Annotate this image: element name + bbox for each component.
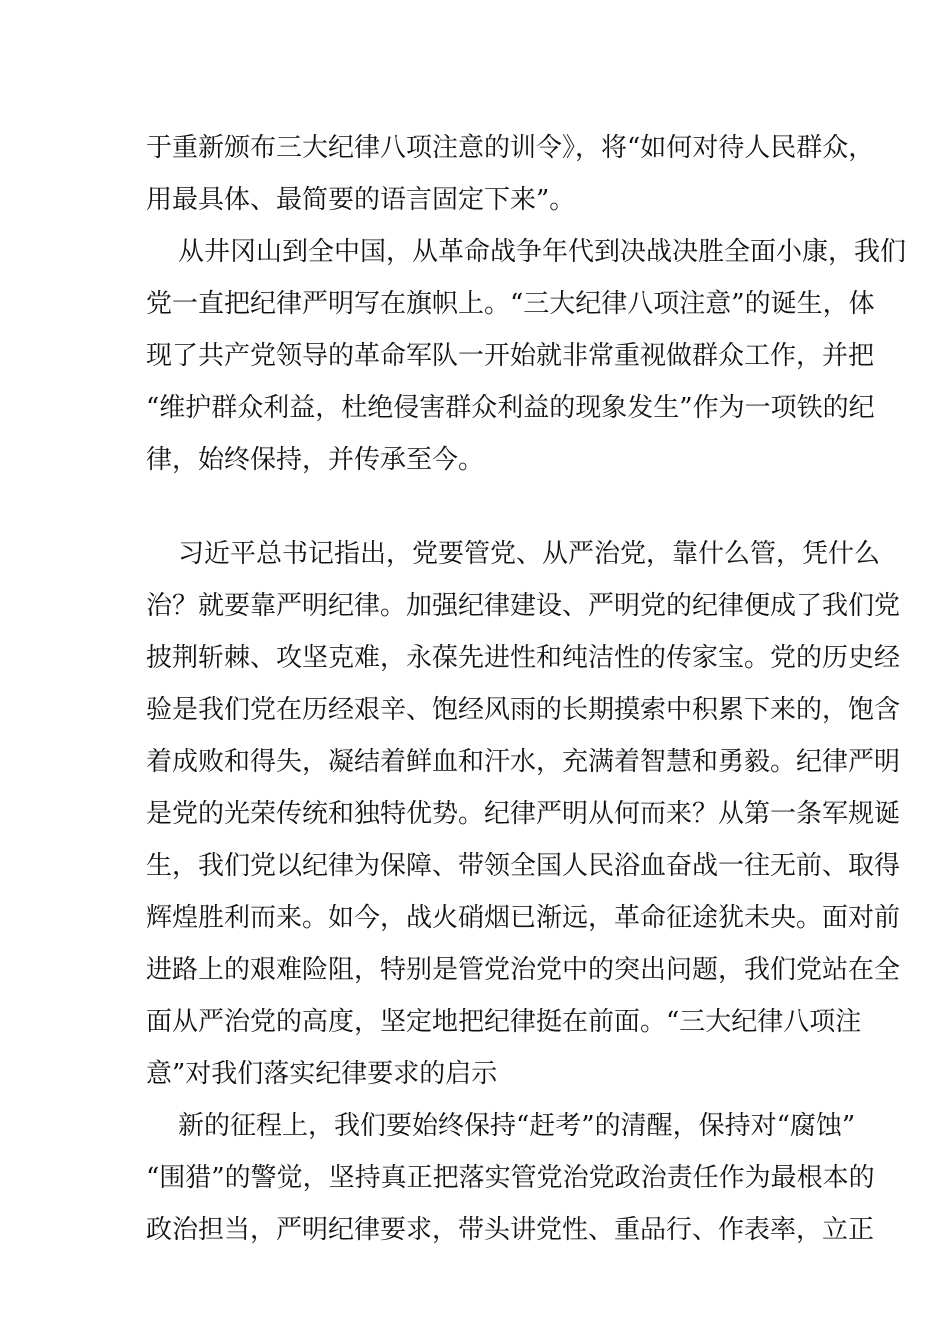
text-line <box>0 1210 950 1250</box>
text-line <box>0 336 950 376</box>
line-text: “维护群众利益，杜绝侵害群众利益的现象发生”作为一项铁的纪 <box>146 393 875 423</box>
line-text: 政治担当，严明纪律要求，带头讲党性、重品行、作表率，立正 <box>146 1215 875 1245</box>
line-text: 披荆斩棘、攻坚克难，永葆先进性和纯洁性的传家宝。党的历史经 <box>146 643 901 673</box>
line-text: 新的征程上，我们要始终保持“赶考”的清醒，保持对“腐蚀” <box>178 1111 856 1141</box>
line-text: 党一直把纪律严明写在旗帜上。“三大纪律八项注意”的诞生，体 <box>146 289 875 319</box>
text-line <box>0 388 950 428</box>
line-text: 于重新颁布三大纪律八项注意的训令》，将“如何对待人民群众， <box>146 133 875 163</box>
line-text: 习近平总书记指出，党要管党、从严治党，靠什么管，凭什么 <box>178 539 881 569</box>
text-line <box>0 742 950 782</box>
line-text: 着成败和得失，凝结着鲜血和汗水，充满着智慧和勇毅。纪律严明 <box>146 747 901 777</box>
text-line <box>0 128 950 168</box>
text-line <box>0 1106 950 1146</box>
text-line <box>0 1158 950 1198</box>
text-line <box>0 638 950 678</box>
text-line <box>0 534 950 574</box>
text-line <box>0 586 950 626</box>
line-text: “围猎”的警觉，坚持真正把落实管党治党政治责任作为最根本的 <box>146 1163 875 1193</box>
text-line <box>0 440 950 480</box>
text-line <box>0 1054 950 1094</box>
text-line <box>0 180 950 220</box>
text-line <box>0 950 950 990</box>
line-text: 意”对我们落实纪律要求的启示 <box>146 1059 498 1089</box>
line-text: 律，始终保持，并传承至今。 <box>146 445 485 475</box>
text-line <box>0 794 950 834</box>
line-text: 是党的光荣传统和独特优势。纪律严明从何而来？从第一条军规诞 <box>146 799 901 829</box>
line-text: 治？就要靠严明纪律。加强纪律建设、严明党的纪律便成了我们党 <box>146 591 901 621</box>
line-text: 生，我们党以纪律为保障、带领全国人民浴血奋战一往无前、取得 <box>146 851 901 881</box>
text-line <box>0 284 950 324</box>
line-text: 从井冈山到全中国，从革命战争年代到决战决胜全面小康，我们 <box>178 237 907 267</box>
line-text: 进路上的艰难险阻，特别是管党治党中的突出问题，我们党站在全 <box>146 955 901 985</box>
text-line <box>0 846 950 886</box>
line-text: 验是我们党在历经艰辛、饱经风雨的长期摸索中积累下来的，饱含 <box>146 695 901 725</box>
line-text: 辉煌胜利而来。如今，战火硝烟已渐远，革命征途犹未央。面对前 <box>146 903 901 933</box>
text-line <box>0 690 950 730</box>
text-line <box>0 898 950 938</box>
text-line <box>0 232 950 272</box>
text-line <box>0 1002 950 1042</box>
line-text: 面从严治党的高度，坚定地把纪律挺在前面。“三大纪律八项注 <box>146 1007 862 1037</box>
line-text: 用最具体、最简要的语言固定下来”。 <box>146 185 576 215</box>
line-text: 现了共产党领导的革命军队一开始就非常重视做群众工作，并把 <box>146 341 875 371</box>
